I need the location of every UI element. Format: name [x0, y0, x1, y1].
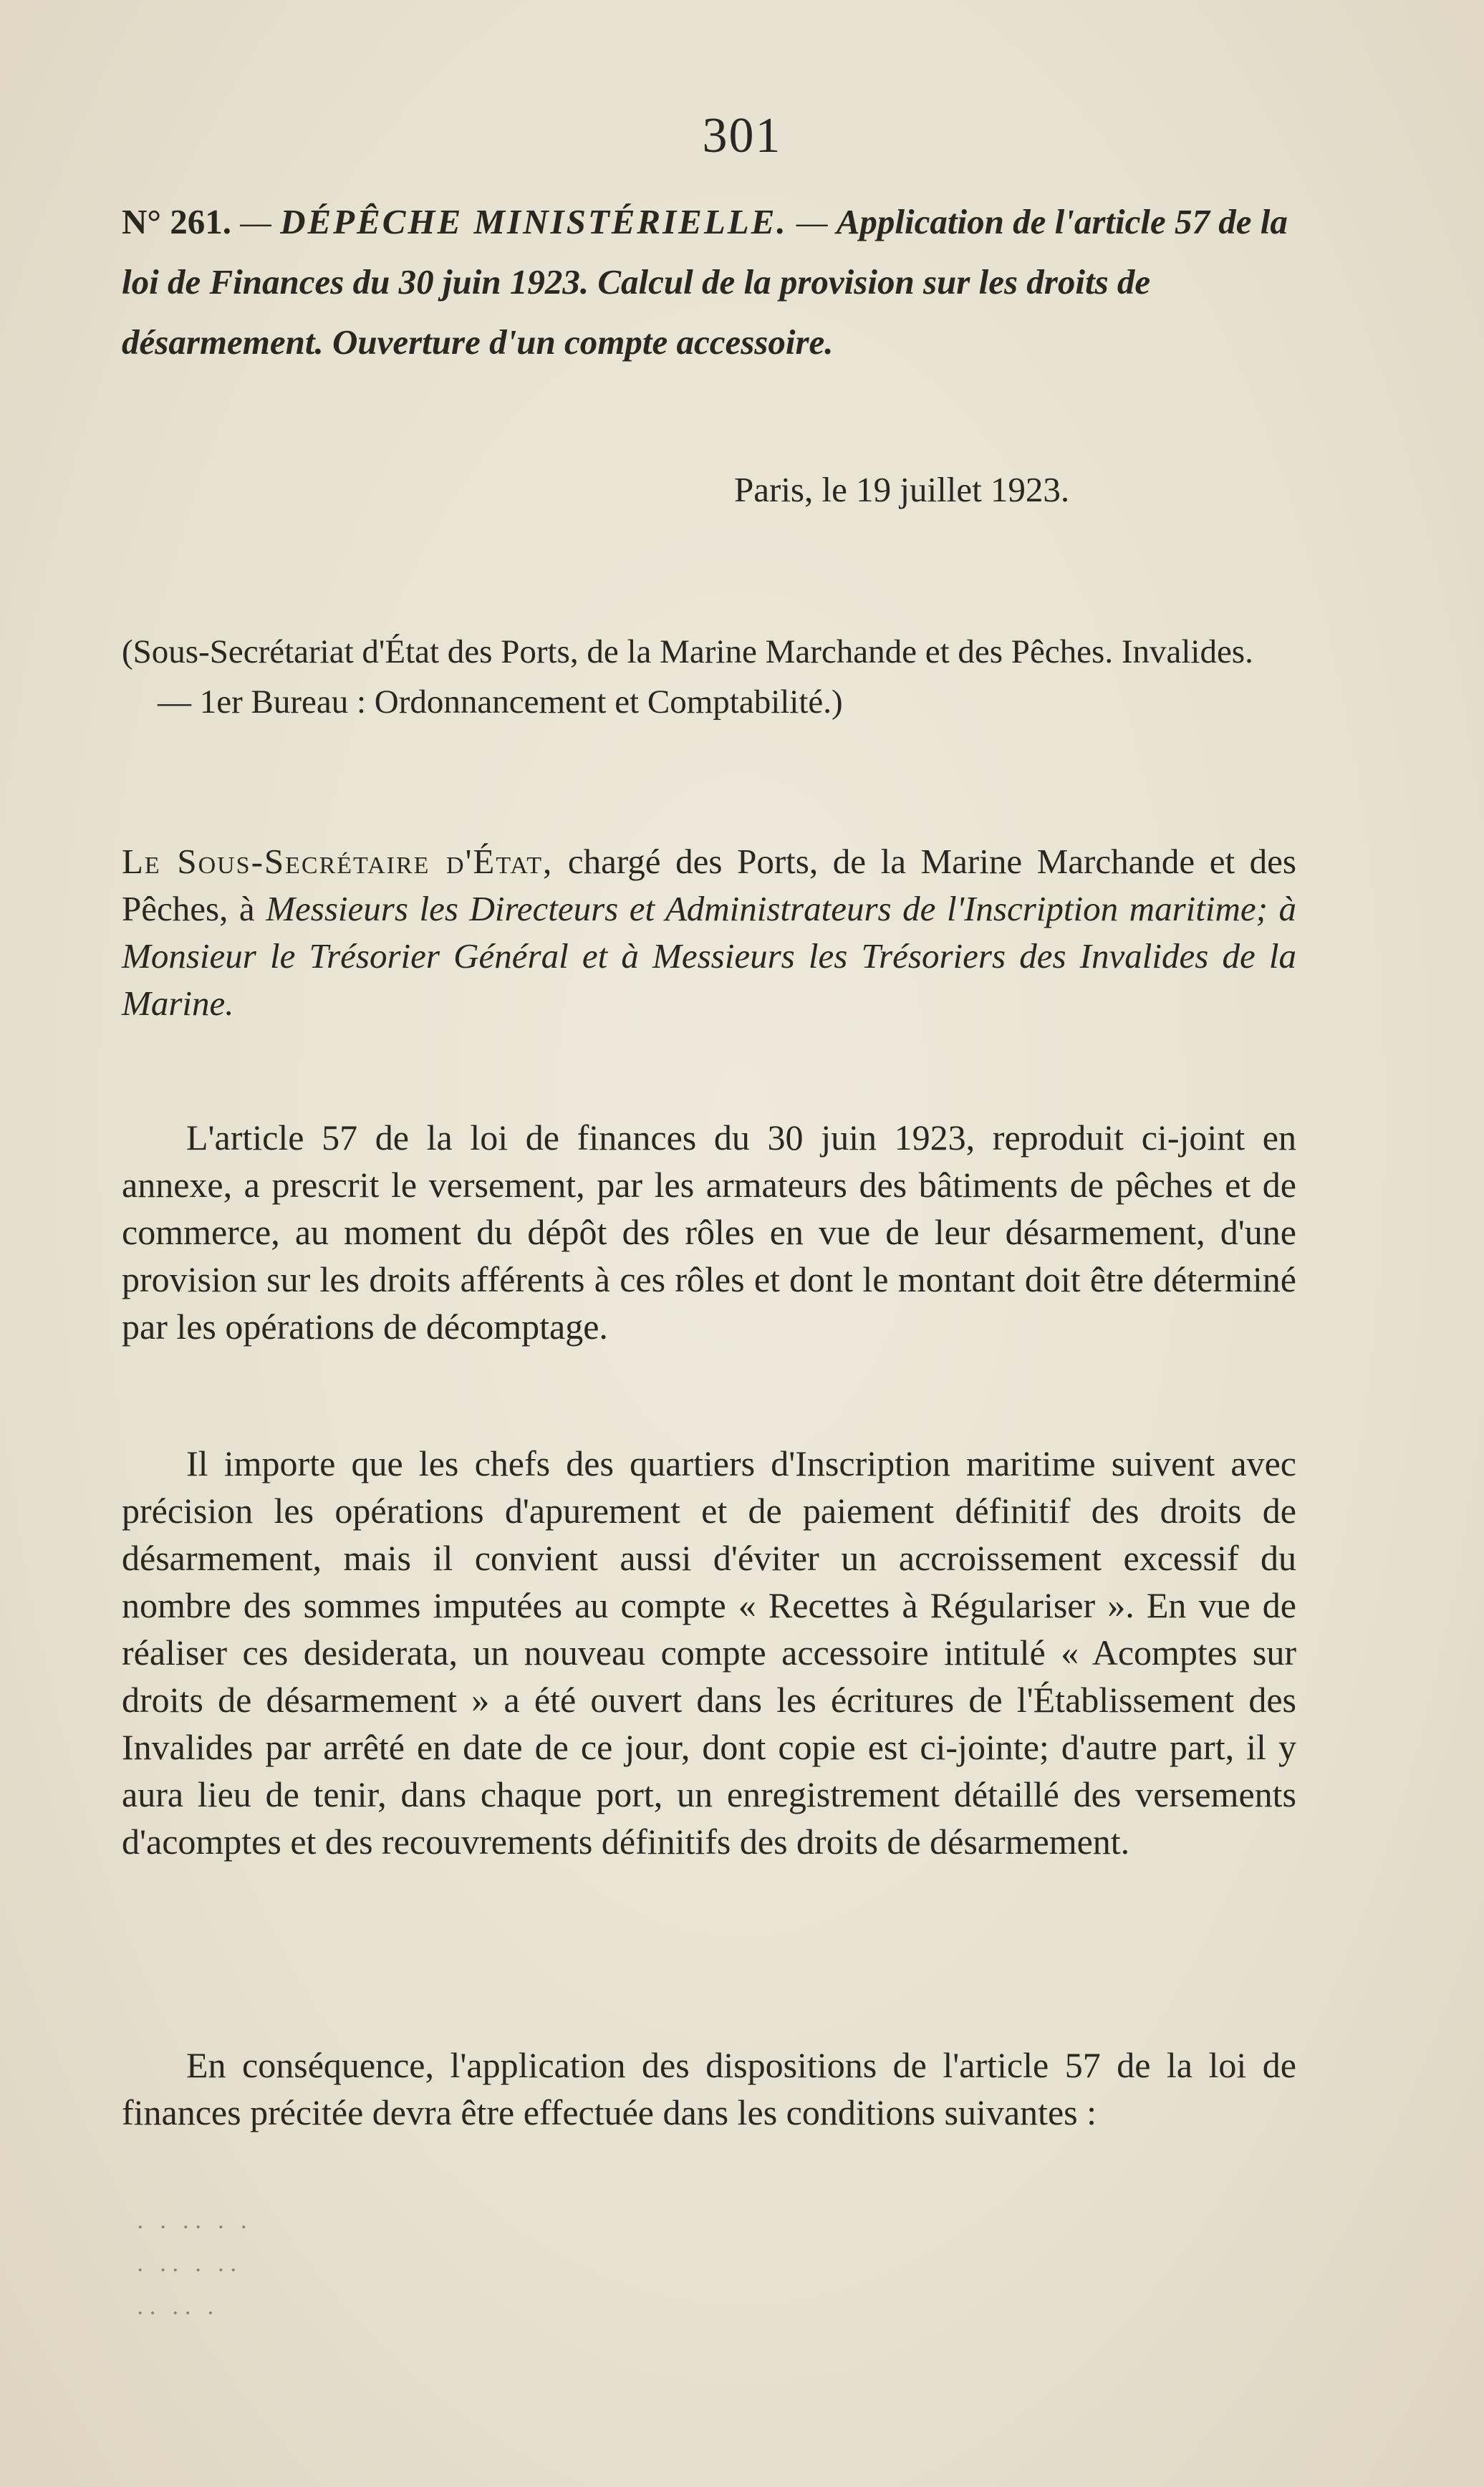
document-heading: DÉPÊCHE MINISTÉRIELLE. — [280, 202, 788, 241]
dateline: Paris, le 19 juillet 1923. — [734, 470, 1070, 509]
document-subject-detail: Calcul de la provision sur les droits de désarmement. Ouverture d'un compte accessoire. — [122, 262, 1151, 362]
service-reference — [122, 627, 1268, 727]
title-dash: — — [787, 202, 837, 241]
title-dash: — — [231, 202, 281, 241]
recipients: Messieurs les Directeurs et Administrateurs de l'Inscription maritime; à Monsieur le Trésorier Général et à Messieurs les Trésoriers des Invalides de la Marine. — [122, 889, 1296, 1023]
paragraph-3: En conséquence, l'application des dispositions de l'article 57 de la loi de finances précitée devra être effectuée dans les conditions suivantes : — [122, 2045, 1296, 2132]
address-block — [122, 838, 1296, 1027]
document-number: N° 261. — [122, 202, 231, 241]
service-line: (Sous-Secrétariat d'État des Ports, de la Marine Marchande et des Pêches. Invalides. — 1er Bureau : Ordonnancement et Comptabilité.) — [122, 633, 1253, 721]
page-number-value: 301 — [702, 108, 782, 163]
paragraph-1: L'article 57 de la loi de finances du 30 juin 1923, reproduit ci-joint en annexe, a prescrit le versement, par les armateurs des bâtiments de pêches et de commerce, au moment du dépôt des rôles en vue de leur désarmement, d'une provision sur les droits afférents à ces rôles et dont le montant doit être déterminé par les opérations de décomptage. — [122, 1117, 1296, 1347]
page-number — [0, 107, 1484, 165]
document-subject-application: Application de l'article 57 de la loi de Finances du 30 juin 1923. — [122, 202, 1288, 302]
sender-description: chargé des Ports, de la Marine Marchande et des Pêches, à — [122, 842, 1296, 928]
document-title — [122, 192, 1296, 372]
sender-title: Le Sous-Secrétaire d'État, — [122, 842, 554, 881]
paragraph-2: Il importe que les chefs des quartiers d'Inscription maritime suivent avec précision les opérations d'apurement et de paiement définitif des droits de désarmement, mais il convient aussi d'éviter un accroissement excessif du nombre des sommes imputées au compte « Recettes à Régulariser ». En vue de réaliser ces desiderata, un nouveau compte accessoire intitulé « Acomptes sur droits de désarmement » a été ouvert dans les écritures de l'Établissement des Invalides par arrêté en date de ce jour, dont copie est ci-jointe; d'autre part, il y aura lieu de tenir, dans chaque port, un enregistrement détaillé des versements d'acomptes et des recouvrements définitifs des droits de désarmement. — [122, 1443, 1296, 1862]
bleed-through-marks: · · ·· · · · ·· · ·· ·· ·· · — [136, 2214, 252, 2327]
